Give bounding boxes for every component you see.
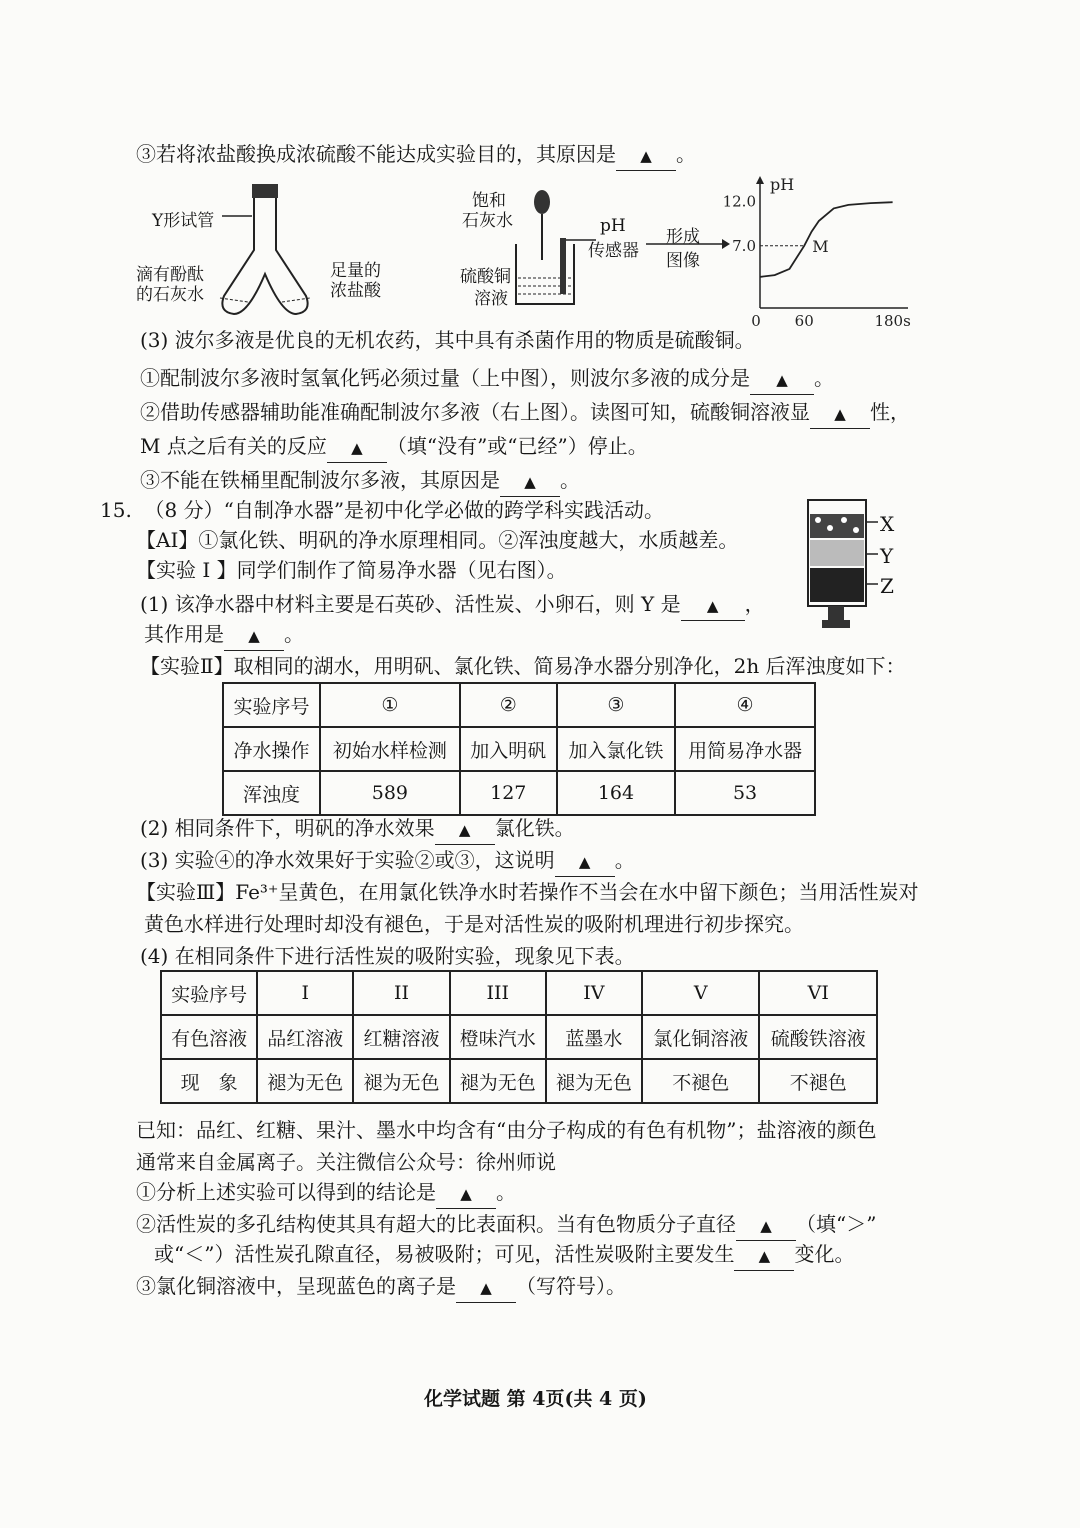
answer-blank[interactable]: ▲: [456, 1272, 516, 1303]
q15-q3: (3) 实验④的净水效果好于实验②或③，这说明 ▲ 。: [140, 846, 635, 877]
q15-c2-cont: 或“＜”）活性炭孔隙直径，易被吸附；可见，活性炭吸附主要发生 ▲ 变化。: [154, 1240, 854, 1271]
label-copper-sulfate: 硫酸铜: [460, 267, 511, 287]
q15-exp2: 【实验Ⅱ】取相同的湖水，用明矾、氯化铁、简易净水器分别净化，2h 后浑浊度如下：: [140, 654, 906, 678]
label-solution: 溶液: [474, 289, 508, 309]
q15-header: 15. （8 分）“自制净水器”是初中化学必做的跨学科实践活动。: [100, 498, 665, 522]
adsorption-table: [160, 970, 878, 1104]
page-footer: 化学试题 第 4页(共 4 页): [424, 1388, 647, 1410]
answer-blank[interactable]: ▲: [436, 1178, 496, 1209]
y-axis-label: pH: [770, 175, 795, 194]
x-tick-label: 60: [794, 312, 814, 328]
q15-ai: 【AI】①氯化铁、明矾的净水原理相同。②浑浊度越大，水质越差。: [136, 528, 739, 552]
q15-exp3: 【实验Ⅲ】Fe³⁺呈黄色，在用氯化铁净水时若操作不当会在水中留下颜色；当用活性炭对: [136, 880, 919, 904]
q15-q1-cont: 其作用是 ▲ 。: [144, 620, 304, 651]
water-filter-figure: [800, 490, 910, 640]
q14-part3-2-cont: M 点之后有关的反应 ▲ （填“没有”或“已经”）停止。: [140, 432, 648, 463]
q14-sub3-line: ③若将浓盐酸换成浓硫酸不能达成实验目的，其原因是 ▲ 。: [136, 140, 696, 171]
label-sufficient: 足量的: [330, 261, 381, 281]
q15-q4: (4) 在相同条件下进行活性炭的吸附实验，现象见下表。: [140, 944, 635, 968]
q15-exp3-cont: 黄色水样进行处理时却没有褪色，于是对活性炭的吸附机理进行初步探究。: [144, 912, 804, 936]
label-x: X: [880, 512, 895, 536]
answer-blank[interactable]: ▲: [810, 398, 870, 429]
label-conc-hcl: 浓盐酸: [330, 281, 381, 301]
table-row: 浑浊度 589 127 164 53: [223, 771, 815, 815]
table-row: 有色溶液 品红溶液 红糖溶液 橙味汽水 蓝墨水 氯化铜溶液 硫酸铁溶液: [161, 1015, 877, 1059]
label-y-tube: Y形试管: [152, 211, 215, 231]
q15-q2: (2) 相同条件下，明矾的净水效果 ▲ 氯化铁。: [140, 814, 575, 845]
label-sensor: 传感器: [588, 241, 639, 261]
label-ph: pH: [600, 216, 626, 236]
q15-exp1: 【实验 I 】同学们制作了简易净水器（见右图）。: [136, 558, 567, 582]
ph-sensor-figure: [460, 182, 750, 330]
answer-blank[interactable]: ▲: [500, 466, 560, 497]
q14-part3-3: ③不能在铁桶里配制波尔多液，其原因是 ▲ 。: [140, 466, 580, 497]
label-limewater: 石灰水: [462, 211, 513, 231]
y-tick-label: 12.0: [722, 192, 756, 211]
q15-c3: ③氯化铜溶液中，呈现蓝色的离子是 ▲ （写符号）。: [136, 1272, 626, 1303]
annotation-m: M: [812, 236, 829, 256]
turbidity-table: [222, 682, 816, 816]
answer-blank[interactable]: ▲: [555, 846, 615, 877]
answer-blank[interactable]: ▲: [224, 620, 284, 651]
label-z: Z: [880, 574, 894, 598]
label-phenolphthalein: 滴有酚酞: [136, 265, 204, 285]
label-y: Y: [880, 544, 894, 568]
q14-part3-2: ②借助传感器辅助能准确配制波尔多液（右上图）。读图可知，硫酸铜溶液显 ▲ 性，: [140, 398, 910, 429]
label-limewater: 的石灰水: [136, 285, 204, 305]
answer-blank[interactable]: ▲: [616, 140, 676, 171]
ph-chart: [722, 172, 912, 328]
answer-blank[interactable]: ▲: [327, 432, 387, 463]
q14-part3-1: ①配制波尔多液时氢氧化钙必须过量（上中图），则波尔多液的成分是 ▲ 。: [140, 364, 834, 395]
y-tube-figure: [130, 178, 410, 328]
q14-part3: (3) 波尔多液是优良的无机农药，其中具有杀菌作用的物质是硫酸铜。: [140, 328, 755, 352]
answer-blank[interactable]: ▲: [681, 590, 745, 621]
x-tick-label: 0: [751, 312, 761, 328]
label-saturated: 饱和: [472, 191, 506, 211]
answer-blank[interactable]: ▲: [750, 364, 814, 395]
y-tube-drawing: [130, 178, 410, 328]
q15-q1: (1) 该净水器中材料主要是石英砂、活性炭、小卵石，则 Y 是 ▲ ，: [140, 590, 765, 621]
q15-c1: ①分析上述实验可以得到的结论是 ▲ 。: [136, 1178, 516, 1209]
y-tick-label: 7.0: [732, 236, 756, 255]
table-row: 净水操作 初始水样检测 加入明矾 加入氯化铁 用简易净水器: [223, 727, 815, 771]
answer-blank[interactable]: ▲: [435, 814, 495, 845]
ph-chart-svg: [722, 172, 912, 328]
answer-blank[interactable]: ▲: [734, 1240, 794, 1271]
q15-known-cont: 通常来自金属离子。关注微信公众号：徐州师说: [136, 1150, 556, 1174]
table-row: 实验序号 I II III IV V VI: [161, 971, 877, 1015]
q15-known: 已知：品红、红糖、果汁、墨水中均含有“由分子构成的有色有机物”；盐溶液的颜色: [136, 1118, 877, 1142]
table-row: 实验序号 ① ② ③ ④: [223, 683, 815, 727]
label-image: 图像: [666, 251, 700, 271]
table-row: 现 象 褪为无色 褪为无色 褪为无色 褪为无色 不褪色 不褪色: [161, 1059, 877, 1103]
label-form: 形成: [666, 227, 700, 247]
q15-c2: ②活性炭的多孔结构使其具有超大的比表面积。当有色物质分子直径 ▲ （填“＞”: [136, 1210, 876, 1241]
y-axis-arrow: [756, 176, 764, 184]
x-tick-label: 180s: [874, 312, 911, 328]
answer-blank[interactable]: ▲: [736, 1210, 796, 1241]
